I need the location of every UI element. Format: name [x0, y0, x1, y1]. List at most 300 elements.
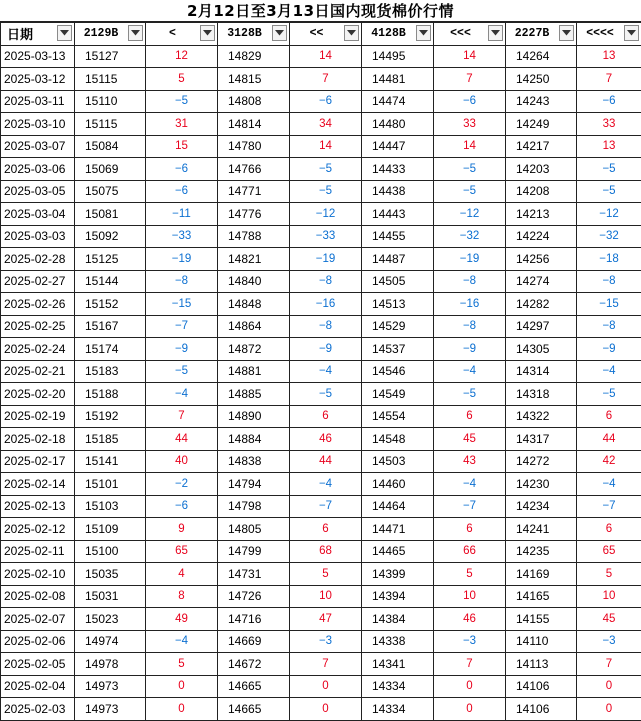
change-cell[interactable]: 31	[146, 113, 218, 136]
change-cell[interactable]: −7	[434, 495, 506, 518]
change-cell[interactable]: −5	[577, 180, 641, 203]
price-cell[interactable]: 14481	[362, 68, 434, 91]
change-cell[interactable]: −5	[146, 90, 218, 113]
column-header-5	[362, 23, 434, 46]
change-cell[interactable]: 10	[290, 585, 362, 608]
price-cell[interactable]: 14799	[218, 540, 290, 563]
price-cell[interactable]: 14885	[218, 383, 290, 406]
price-cell[interactable]: 14548	[362, 428, 434, 451]
table-row	[1, 405, 641, 428]
change-cell[interactable]: 46	[290, 428, 362, 451]
price-cell[interactable]: 14829	[218, 45, 290, 68]
change-cell[interactable]: −9	[434, 338, 506, 361]
change-cell[interactable]: 8	[146, 585, 218, 608]
date-cell[interactable]: 2025-02-28	[1, 248, 75, 271]
change-cell[interactable]: −33	[290, 225, 362, 248]
price-cell[interactable]: 15100	[75, 540, 146, 563]
column-header-8	[577, 23, 641, 46]
price-cell[interactable]: 14264	[506, 45, 577, 68]
change-cell[interactable]: −5	[434, 383, 506, 406]
price-cell[interactable]: 14864	[218, 315, 290, 338]
date-cell[interactable]: 2025-02-12	[1, 518, 75, 541]
price-cell[interactable]: 14788	[218, 225, 290, 248]
price-cell[interactable]: 14672	[218, 653, 290, 676]
change-cell[interactable]: 6	[434, 518, 506, 541]
change-cell[interactable]: −5	[434, 180, 506, 203]
price-cell[interactable]: 15141	[75, 450, 146, 473]
price-cell[interactable]: 14213	[506, 203, 577, 226]
change-cell[interactable]: 7	[577, 653, 641, 676]
price-cell[interactable]: 14106	[506, 675, 577, 698]
date-cell[interactable]: 2025-03-12	[1, 68, 75, 91]
change-cell[interactable]: 6	[577, 518, 641, 541]
price-cell[interactable]: 14513	[362, 293, 434, 316]
price-cell[interactable]: 14224	[506, 225, 577, 248]
price-cell[interactable]: 14503	[362, 450, 434, 473]
price-cell[interactable]: 14838	[218, 450, 290, 473]
change-cell[interactable]: 0	[146, 698, 218, 721]
price-cell[interactable]: 15167	[75, 315, 146, 338]
change-cell[interactable]: 4	[146, 563, 218, 586]
change-cell[interactable]: −16	[434, 293, 506, 316]
table-body	[1, 45, 641, 720]
change-cell[interactable]: 13	[577, 45, 641, 68]
price-cell[interactable]: 14250	[506, 68, 577, 91]
date-cell[interactable]: 2025-02-14	[1, 473, 75, 496]
change-cell[interactable]: −12	[577, 203, 641, 226]
change-cell[interactable]: 44	[577, 428, 641, 451]
date-cell[interactable]: 2025-02-08	[1, 585, 75, 608]
price-cell[interactable]: 14766	[218, 158, 290, 181]
change-cell[interactable]: 34	[290, 113, 362, 136]
change-cell[interactable]: 6	[290, 405, 362, 428]
date-cell[interactable]: 2025-02-19	[1, 405, 75, 428]
date-cell[interactable]: 2025-03-04	[1, 203, 75, 226]
date-cell[interactable]: 2025-02-10	[1, 563, 75, 586]
price-cell[interactable]: 14318	[506, 383, 577, 406]
change-cell[interactable]: −2	[146, 473, 218, 496]
table-row	[1, 698, 641, 721]
column-header-7	[506, 23, 577, 46]
price-cell[interactable]: 14272	[506, 450, 577, 473]
change-cell[interactable]: 6	[577, 405, 641, 428]
price-cell[interactable]: 14282	[506, 293, 577, 316]
price-cell[interactable]: 14731	[218, 563, 290, 586]
change-cell[interactable]: −19	[290, 248, 362, 271]
change-cell[interactable]: −6	[434, 90, 506, 113]
price-cell[interactable]: 14234	[506, 495, 577, 518]
price-cell[interactable]: 14480	[362, 113, 434, 136]
change-cell[interactable]: 15	[146, 135, 218, 158]
change-cell[interactable]: −5	[290, 180, 362, 203]
price-cell[interactable]: 14465	[362, 540, 434, 563]
price-cell[interactable]: 14798	[218, 495, 290, 518]
date-cell[interactable]: 2025-02-17	[1, 450, 75, 473]
change-cell[interactable]: −4	[290, 360, 362, 383]
change-cell[interactable]: 10	[577, 585, 641, 608]
change-cell[interactable]: −32	[434, 225, 506, 248]
price-cell[interactable]: 15192	[75, 405, 146, 428]
change-cell[interactable]: 5	[146, 68, 218, 91]
change-cell[interactable]: 65	[146, 540, 218, 563]
change-cell[interactable]: −9	[577, 338, 641, 361]
change-cell[interactable]: −16	[290, 293, 362, 316]
price-cell[interactable]: 14217	[506, 135, 577, 158]
price-cell[interactable]: 15031	[75, 585, 146, 608]
price-cell[interactable]: 14716	[218, 608, 290, 631]
column-header-0	[1, 23, 75, 46]
change-cell[interactable]: 5	[290, 563, 362, 586]
table-row	[1, 293, 641, 316]
change-cell[interactable]: −8	[146, 270, 218, 293]
change-cell[interactable]: −6	[146, 495, 218, 518]
price-cell[interactable]: 14443	[362, 203, 434, 226]
date-cell[interactable]: 2025-02-06	[1, 630, 75, 653]
change-cell[interactable]: −7	[577, 495, 641, 518]
date-cell[interactable]: 2025-02-05	[1, 653, 75, 676]
price-cell[interactable]: 14241	[506, 518, 577, 541]
change-cell[interactable]: −8	[434, 315, 506, 338]
date-cell[interactable]: 2025-02-20	[1, 383, 75, 406]
price-cell[interactable]: 15110	[75, 90, 146, 113]
change-cell[interactable]: 0	[146, 675, 218, 698]
table-row	[1, 203, 641, 226]
price-cell[interactable]: 15185	[75, 428, 146, 451]
change-cell[interactable]: 14	[290, 135, 362, 158]
price-cell[interactable]: 14474	[362, 90, 434, 113]
change-cell[interactable]: −6	[290, 90, 362, 113]
change-cell[interactable]: 33	[577, 113, 641, 136]
table-row	[1, 248, 641, 271]
price-cell[interactable]: 15023	[75, 608, 146, 631]
date-cell[interactable]: 2025-02-13	[1, 495, 75, 518]
column-header-2	[146, 23, 218, 46]
price-cell[interactable]: 14973	[75, 698, 146, 721]
price-cell[interactable]: 14884	[218, 428, 290, 451]
change-cell[interactable]: −8	[290, 315, 362, 338]
price-cell[interactable]: 14487	[362, 248, 434, 271]
price-table	[0, 22, 641, 721]
change-cell[interactable]: −32	[577, 225, 641, 248]
change-cell[interactable]: −18	[577, 248, 641, 271]
price-cell[interactable]: 14208	[506, 180, 577, 203]
change-cell[interactable]: −4	[146, 630, 218, 653]
dropdown-arrow-icon[interactable]	[344, 25, 359, 41]
table-row	[1, 630, 641, 653]
price-cell[interactable]: 14495	[362, 45, 434, 68]
price-cell[interactable]: 14230	[506, 473, 577, 496]
date-cell[interactable]: 2025-03-07	[1, 135, 75, 158]
change-cell[interactable]: 66	[434, 540, 506, 563]
change-cell[interactable]: −4	[577, 360, 641, 383]
date-cell[interactable]: 2025-02-07	[1, 608, 75, 631]
price-cell[interactable]: 14338	[362, 630, 434, 653]
change-cell[interactable]: 0	[290, 675, 362, 698]
price-cell[interactable]: 14399	[362, 563, 434, 586]
price-cell[interactable]: 14106	[506, 698, 577, 721]
change-cell[interactable]: −8	[577, 315, 641, 338]
price-cell[interactable]: 14814	[218, 113, 290, 136]
change-cell[interactable]: 0	[577, 675, 641, 698]
price-cell[interactable]: 14460	[362, 473, 434, 496]
dropdown-arrow-icon[interactable]	[128, 25, 143, 41]
date-cell[interactable]: 2025-02-24	[1, 338, 75, 361]
price-cell[interactable]: 14113	[506, 653, 577, 676]
change-cell[interactable]: 47	[290, 608, 362, 631]
price-cell[interactable]: 14726	[218, 585, 290, 608]
change-cell[interactable]: −4	[146, 383, 218, 406]
dropdown-arrow-icon[interactable]	[416, 25, 431, 41]
change-cell[interactable]: 6	[434, 405, 506, 428]
price-cell[interactable]: 14384	[362, 608, 434, 631]
price-cell[interactable]: 15152	[75, 293, 146, 316]
change-cell[interactable]: 44	[290, 450, 362, 473]
change-cell[interactable]: 14	[434, 45, 506, 68]
change-cell[interactable]: −6	[146, 158, 218, 181]
change-cell[interactable]: 45	[577, 608, 641, 631]
change-cell[interactable]: 7	[577, 68, 641, 91]
change-cell[interactable]: 13	[577, 135, 641, 158]
change-cell[interactable]: −6	[577, 90, 641, 113]
change-cell[interactable]: 7	[146, 405, 218, 428]
change-cell[interactable]: 0	[577, 698, 641, 721]
change-cell[interactable]: −12	[290, 203, 362, 226]
change-cell[interactable]: −5	[577, 158, 641, 181]
change-cell[interactable]: −19	[146, 248, 218, 271]
price-cell[interactable]: 14665	[218, 675, 290, 698]
change-cell[interactable]: 44	[146, 428, 218, 451]
price-cell[interactable]: 14447	[362, 135, 434, 158]
price-cell[interactable]: 14256	[506, 248, 577, 271]
change-cell[interactable]: −9	[146, 338, 218, 361]
price-cell[interactable]: 14297	[506, 315, 577, 338]
table-row	[1, 270, 641, 293]
change-cell[interactable]: 68	[290, 540, 362, 563]
change-cell[interactable]: −5	[577, 383, 641, 406]
change-cell[interactable]: −8	[577, 270, 641, 293]
change-cell[interactable]: 5	[577, 563, 641, 586]
price-cell[interactable]: 14848	[218, 293, 290, 316]
price-cell[interactable]: 15109	[75, 518, 146, 541]
date-cell[interactable]: 2025-03-10	[1, 113, 75, 136]
date-cell[interactable]: 2025-02-18	[1, 428, 75, 451]
table-row	[1, 428, 641, 451]
change-cell[interactable]: 12	[146, 45, 218, 68]
price-cell[interactable]: 14549	[362, 383, 434, 406]
change-cell[interactable]: 45	[434, 428, 506, 451]
price-cell[interactable]: 15115	[75, 113, 146, 136]
price-cell[interactable]: 14973	[75, 675, 146, 698]
change-cell[interactable]: −33	[146, 225, 218, 248]
change-cell[interactable]: 5	[146, 653, 218, 676]
change-cell[interactable]: −3	[434, 630, 506, 653]
change-cell[interactable]: 46	[434, 608, 506, 631]
change-cell[interactable]: −5	[290, 383, 362, 406]
price-cell[interactable]: 14305	[506, 338, 577, 361]
change-cell[interactable]: 9	[146, 518, 218, 541]
price-cell[interactable]: 14808	[218, 90, 290, 113]
price-cell[interactable]: 14110	[506, 630, 577, 653]
column-header-label: 日期	[5, 23, 52, 45]
price-cell[interactable]: 15174	[75, 338, 146, 361]
table-row	[1, 540, 641, 563]
dropdown-arrow-icon[interactable]	[57, 25, 72, 41]
price-cell[interactable]: 14464	[362, 495, 434, 518]
price-cell[interactable]: 14872	[218, 338, 290, 361]
price-cell[interactable]: 14203	[506, 158, 577, 181]
change-cell[interactable]: −5	[434, 158, 506, 181]
column-header-label: 4128B	[366, 23, 411, 45]
price-cell[interactable]: 14438	[362, 180, 434, 203]
price-cell[interactable]: 14394	[362, 585, 434, 608]
price-cell[interactable]: 15035	[75, 563, 146, 586]
change-cell[interactable]: 0	[434, 698, 506, 721]
price-cell[interactable]: 14546	[362, 360, 434, 383]
price-cell[interactable]: 14974	[75, 630, 146, 653]
change-cell[interactable]: 42	[577, 450, 641, 473]
change-cell[interactable]: −3	[290, 630, 362, 653]
price-cell[interactable]: 15084	[75, 135, 146, 158]
price-cell[interactable]: 14805	[218, 518, 290, 541]
price-cell[interactable]: 15144	[75, 270, 146, 293]
change-cell[interactable]: 0	[434, 675, 506, 698]
date-cell[interactable]: 2025-03-05	[1, 180, 75, 203]
date-cell[interactable]: 2025-03-06	[1, 158, 75, 181]
dropdown-arrow-icon[interactable]	[624, 25, 639, 41]
date-cell[interactable]: 2025-03-11	[1, 90, 75, 113]
price-cell[interactable]: 14334	[362, 698, 434, 721]
change-cell[interactable]: 40	[146, 450, 218, 473]
price-cell[interactable]: 14322	[506, 405, 577, 428]
price-cell[interactable]: 15103	[75, 495, 146, 518]
change-cell[interactable]: 14	[434, 135, 506, 158]
change-cell[interactable]: −12	[434, 203, 506, 226]
date-cell[interactable]: 2025-02-27	[1, 270, 75, 293]
price-cell[interactable]: 15081	[75, 203, 146, 226]
date-cell[interactable]: 2025-02-21	[1, 360, 75, 383]
change-cell[interactable]: −9	[290, 338, 362, 361]
change-cell[interactable]: −5	[290, 158, 362, 181]
price-cell[interactable]: 14341	[362, 653, 434, 676]
change-cell[interactable]: −19	[434, 248, 506, 271]
date-cell[interactable]: 2025-03-13	[1, 45, 75, 68]
price-cell[interactable]: 14815	[218, 68, 290, 91]
price-cell[interactable]: 14669	[218, 630, 290, 653]
price-cell[interactable]: 15101	[75, 473, 146, 496]
change-cell[interactable]: −11	[146, 203, 218, 226]
dropdown-arrow-icon[interactable]	[559, 25, 574, 41]
change-cell[interactable]: 65	[577, 540, 641, 563]
change-cell[interactable]: −4	[290, 473, 362, 496]
dropdown-arrow-icon[interactable]	[488, 25, 503, 41]
change-cell[interactable]: 7	[434, 68, 506, 91]
date-cell[interactable]: 2025-02-11	[1, 540, 75, 563]
change-cell[interactable]: 10	[434, 585, 506, 608]
date-cell[interactable]: 2025-02-26	[1, 293, 75, 316]
price-cell[interactable]: 14165	[506, 585, 577, 608]
price-cell[interactable]: 14821	[218, 248, 290, 271]
change-cell[interactable]: −5	[146, 360, 218, 383]
price-cell[interactable]: 15127	[75, 45, 146, 68]
price-cell[interactable]: 14155	[506, 608, 577, 631]
price-cell[interactable]: 14274	[506, 270, 577, 293]
price-cell[interactable]: 14235	[506, 540, 577, 563]
change-cell[interactable]: 0	[290, 698, 362, 721]
dropdown-arrow-icon[interactable]	[200, 25, 215, 41]
price-cell[interactable]: 14794	[218, 473, 290, 496]
change-cell[interactable]: 43	[434, 450, 506, 473]
price-cell[interactable]: 14471	[362, 518, 434, 541]
price-cell[interactable]: 14776	[218, 203, 290, 226]
change-cell[interactable]: −8	[434, 270, 506, 293]
price-cell[interactable]: 14529	[362, 315, 434, 338]
change-cell[interactable]: −8	[290, 270, 362, 293]
price-cell[interactable]: 14554	[362, 405, 434, 428]
price-cell[interactable]: 15125	[75, 248, 146, 271]
change-cell[interactable]: 6	[290, 518, 362, 541]
date-cell[interactable]: 2025-03-03	[1, 225, 75, 248]
price-cell[interactable]: 14334	[362, 675, 434, 698]
price-cell[interactable]: 15069	[75, 158, 146, 181]
price-cell[interactable]: 14881	[218, 360, 290, 383]
change-cell[interactable]: −15	[146, 293, 218, 316]
date-cell[interactable]: 2025-02-04	[1, 675, 75, 698]
change-cell[interactable]: 5	[434, 563, 506, 586]
price-cell[interactable]: 14665	[218, 698, 290, 721]
change-cell[interactable]: 49	[146, 608, 218, 631]
change-cell[interactable]: −4	[434, 473, 506, 496]
price-cell[interactable]: 14169	[506, 563, 577, 586]
change-cell[interactable]: 7	[290, 68, 362, 91]
dropdown-arrow-icon[interactable]	[272, 25, 287, 41]
price-cell[interactable]: 14840	[218, 270, 290, 293]
change-cell[interactable]: 33	[434, 113, 506, 136]
change-cell[interactable]: −6	[146, 180, 218, 203]
price-cell[interactable]: 14780	[218, 135, 290, 158]
change-cell[interactable]: 7	[434, 653, 506, 676]
price-cell[interactable]: 15188	[75, 383, 146, 406]
change-cell[interactable]: −15	[577, 293, 641, 316]
date-cell[interactable]: 2025-02-03	[1, 698, 75, 721]
change-cell[interactable]: 7	[290, 653, 362, 676]
change-cell[interactable]: −7	[146, 315, 218, 338]
change-cell[interactable]: −4	[434, 360, 506, 383]
price-cell[interactable]: 15115	[75, 68, 146, 91]
price-cell[interactable]: 14433	[362, 158, 434, 181]
change-cell[interactable]: −3	[577, 630, 641, 653]
price-cell[interactable]: 14314	[506, 360, 577, 383]
price-cell[interactable]: 14317	[506, 428, 577, 451]
table-row	[1, 135, 641, 158]
table-row	[1, 675, 641, 698]
price-cell[interactable]: 14890	[218, 405, 290, 428]
price-cell[interactable]: 14243	[506, 90, 577, 113]
table-row	[1, 563, 641, 586]
change-cell[interactable]: −4	[577, 473, 641, 496]
price-cell[interactable]: 15183	[75, 360, 146, 383]
change-cell[interactable]: −7	[290, 495, 362, 518]
price-cell[interactable]: 14455	[362, 225, 434, 248]
price-cell[interactable]: 15092	[75, 225, 146, 248]
price-cell[interactable]: 14978	[75, 653, 146, 676]
change-cell[interactable]: 14	[290, 45, 362, 68]
date-cell[interactable]: 2025-02-25	[1, 315, 75, 338]
price-cell[interactable]: 14771	[218, 180, 290, 203]
price-cell[interactable]: 14505	[362, 270, 434, 293]
price-cell[interactable]: 14249	[506, 113, 577, 136]
price-cell[interactable]: 15075	[75, 180, 146, 203]
price-cell[interactable]: 14537	[362, 338, 434, 361]
